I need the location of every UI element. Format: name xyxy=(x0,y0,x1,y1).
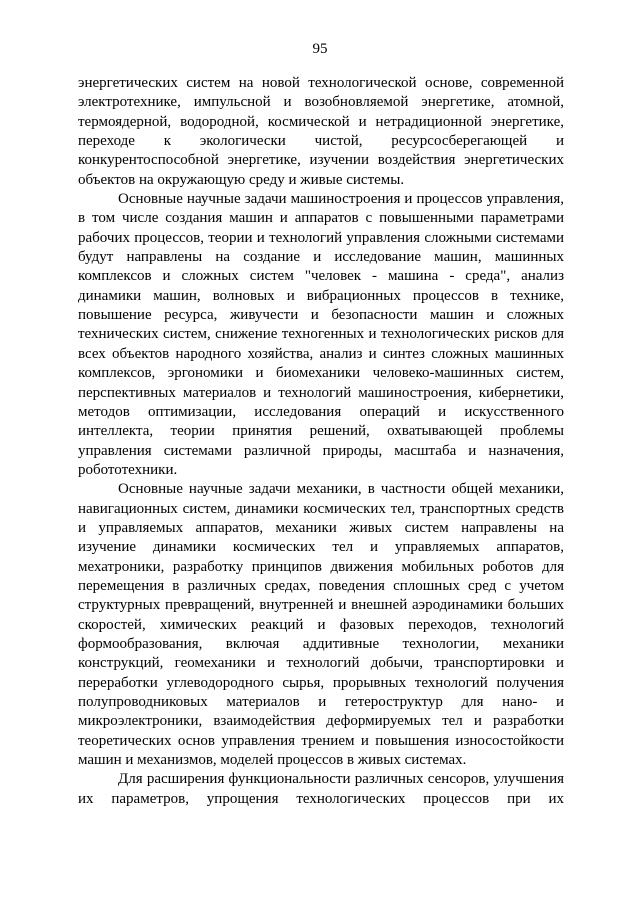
body-text xyxy=(78,74,564,809)
page-number: 95 xyxy=(312,41,328,57)
paragraph: Основные научные задачи механики, в частности общей механики, навигационных систем, динамики космических тел, транспортных средств и управляемых аппаратов, механики живых систем направлены на изучение динамики космических тел и управляемых аппаратов, мехатроники, разработку принципов движения мобильных роботов для перемещения в различных средах, поведения сплошных сред с учетом структурных превращений, внутренней и внешней аэродинамики больших скоростей, химических реакций и фазовых переходов, технологий формообразования, включая аддитивные технологии, механики конструкций, геомеханики и технологий добычи, транспортировки и переработки углеводородного сырья, прорывных технологий получения полупроводниковых материалов и гетероструктур для нано- и микроэлектроники, взаимодействия деформируемых тел и разработки теоретических основ управления трением и повышения износостойкости машин и механизмов, моделей процессов в живых системах. xyxy=(78,481,564,769)
paragraph: энергетических систем на новой технологической основе, современной электротехнике, импульсной и возобновляемой энергетике, атомной, термоядерной, водородной, космической и нетрадиционной энергетике, переходе к экологически чистой, ресурсосберегающей и конкурентоспособной энергетике, изучении воздействия энергетических объектов на окружающую среду и живые системы. xyxy=(78,75,564,188)
paragraph: Для расширения функциональности различных сенсоров, улучшения их параметров, упрощения технологических процессов при их xyxy=(78,771,564,807)
paragraph: Основные научные задачи машиностроения и процессов управления, в том числе создания машин и аппаратов с повышенными параметрами рабочих процессов, теории и технологий управления сложными системами будут направлены на создание и исследование машин, машинных комплексов и сложных систем "человек - машина - среда", анализ динамики машин, волновых и вибрационных процессов в технике, повышение ресурса, живучести и безопасности машин и сложных технических систем, снижение техногенных и технологических рисков для всех объектов народного хозяйства, анализ и синтез сложных машинных комплексов, эргономики и биомеханики человеко-машинных систем, перспективных материалов и технологий машиностроения, кибернетики, методов оптимизации, исследования операций и искусственного интеллекта, теории принятия решений, охватывающей проблемы управления системами различной природы, масштаба и назначения, робототехники. xyxy=(78,191,564,478)
